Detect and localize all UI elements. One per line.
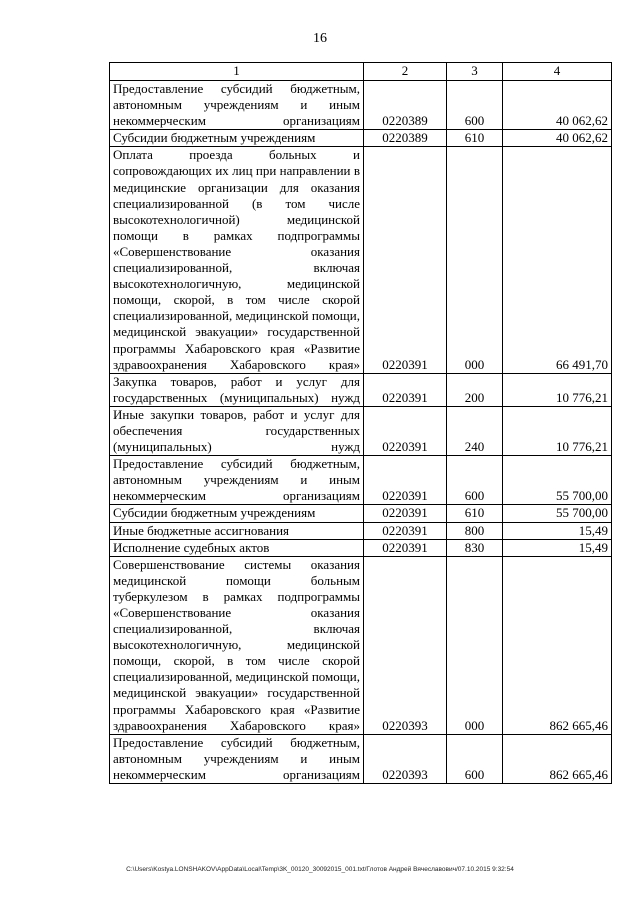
row-name: Иные бюджетные ассигнования	[110, 522, 364, 539]
row-code: 0220393	[364, 556, 447, 734]
row-amount: 10 776,21	[503, 406, 612, 455]
row-expense-type: 600	[447, 456, 503, 505]
row-code: 0220391	[364, 539, 447, 556]
row-expense-type: 240	[447, 406, 503, 455]
row-name: Субсидии бюджетным учреждениям	[110, 130, 364, 147]
row-name: Иные закупки товаров, работ и услуг для обеспечения государственных (муниципальных) нужд	[110, 406, 364, 455]
row-code: 0220391	[364, 147, 447, 373]
row-expense-type: 600	[447, 734, 503, 783]
row-amount: 862 665,46	[503, 734, 612, 783]
row-code: 0220391	[364, 456, 447, 505]
table-row	[110, 734, 612, 783]
table-row	[110, 456, 612, 505]
row-name: Предоставление субсидий бюджетным, автономным учреждениям и иным некоммерческим организациям	[110, 456, 364, 505]
table-row	[110, 539, 612, 556]
row-code: 0220391	[364, 373, 447, 406]
row-name: Закупка товаров, работ и услуг для государственных (муниципальных) нужд	[110, 373, 364, 406]
column-header-3: 3	[447, 63, 503, 81]
table-row	[110, 522, 612, 539]
row-amount: 15,49	[503, 522, 612, 539]
row-amount: 55 700,00	[503, 456, 612, 505]
row-code: 0220393	[364, 734, 447, 783]
row-name: Субсидии бюджетным учреждениям	[110, 505, 364, 522]
row-amount: 55 700,00	[503, 505, 612, 522]
row-code: 0220391	[364, 505, 447, 522]
row-expense-type: 830	[447, 539, 503, 556]
row-expense-type: 000	[447, 556, 503, 734]
row-expense-type: 800	[447, 522, 503, 539]
row-expense-type: 610	[447, 130, 503, 147]
column-header-1: 1	[110, 63, 364, 81]
file-path-footer: C:\Users\Kostya.LONSHAKOV\AppData\Local\Temp\3K_00120_30092015_001.txt/Глотов Андрей Вячеславович/07.10.2015 9:32:54	[126, 866, 514, 873]
table-row	[110, 505, 612, 522]
column-header-4: 4	[503, 63, 612, 81]
row-name: Исполнение судебных актов	[110, 539, 364, 556]
table-header-row	[110, 63, 612, 81]
column-header-2: 2	[364, 63, 447, 81]
table-row	[110, 147, 612, 373]
table-row	[110, 406, 612, 455]
row-amount: 40 062,62	[503, 81, 612, 130]
row-expense-type: 200	[447, 373, 503, 406]
row-code: 0220389	[364, 130, 447, 147]
table-row	[110, 130, 612, 147]
page-number: 16	[313, 31, 327, 46]
table-row	[110, 556, 612, 734]
row-expense-type: 600	[447, 81, 503, 130]
row-name: Оплата проезда больных и сопровождающих их лиц при направлении в медицинские организации для оказания специализированной (в том числе высокотехнологичной) медицинской помощи в рамках подпрограммы «Совершенствование оказания специализированной, включая высокотехнологичную, медицинской помощи, скорой, в том числе скорой специализированной, медицинской помощи, медицинской эвакуации» государственной программы Хабаровского края «Развитие здравоохранения Хабаровского края»	[110, 147, 364, 373]
row-amount: 15,49	[503, 539, 612, 556]
row-expense-type: 610	[447, 505, 503, 522]
row-code: 0220389	[364, 81, 447, 130]
table-row	[110, 81, 612, 130]
row-name: Совершенствование системы оказания медицинской помощи больным туберкулезом в рамках подпрограммы «Совершенствование оказания специализированной, включая высокотехнологичную, медицинской помощи, скорой, в том числе скорой специализированной, медицинской помощи, медицинской эвакуации» государственной программы Хабаровского края «Развитие здравоохранения Хабаровского края»	[110, 556, 364, 734]
row-code: 0220391	[364, 522, 447, 539]
row-amount: 862 665,46	[503, 556, 612, 734]
row-expense-type: 000	[447, 147, 503, 373]
row-amount: 40 062,62	[503, 130, 612, 147]
row-amount: 10 776,21	[503, 373, 612, 406]
row-name: Предоставление субсидий бюджетным, автономным учреждениям и иным некоммерческим организациям	[110, 734, 364, 783]
row-amount: 66 491,70	[503, 147, 612, 373]
budget-table	[109, 62, 612, 784]
row-code: 0220391	[364, 406, 447, 455]
table-row	[110, 373, 612, 406]
row-name: Предоставление субсидий бюджетным, автономным учреждениям и иным некоммерческим организациям	[110, 81, 364, 130]
